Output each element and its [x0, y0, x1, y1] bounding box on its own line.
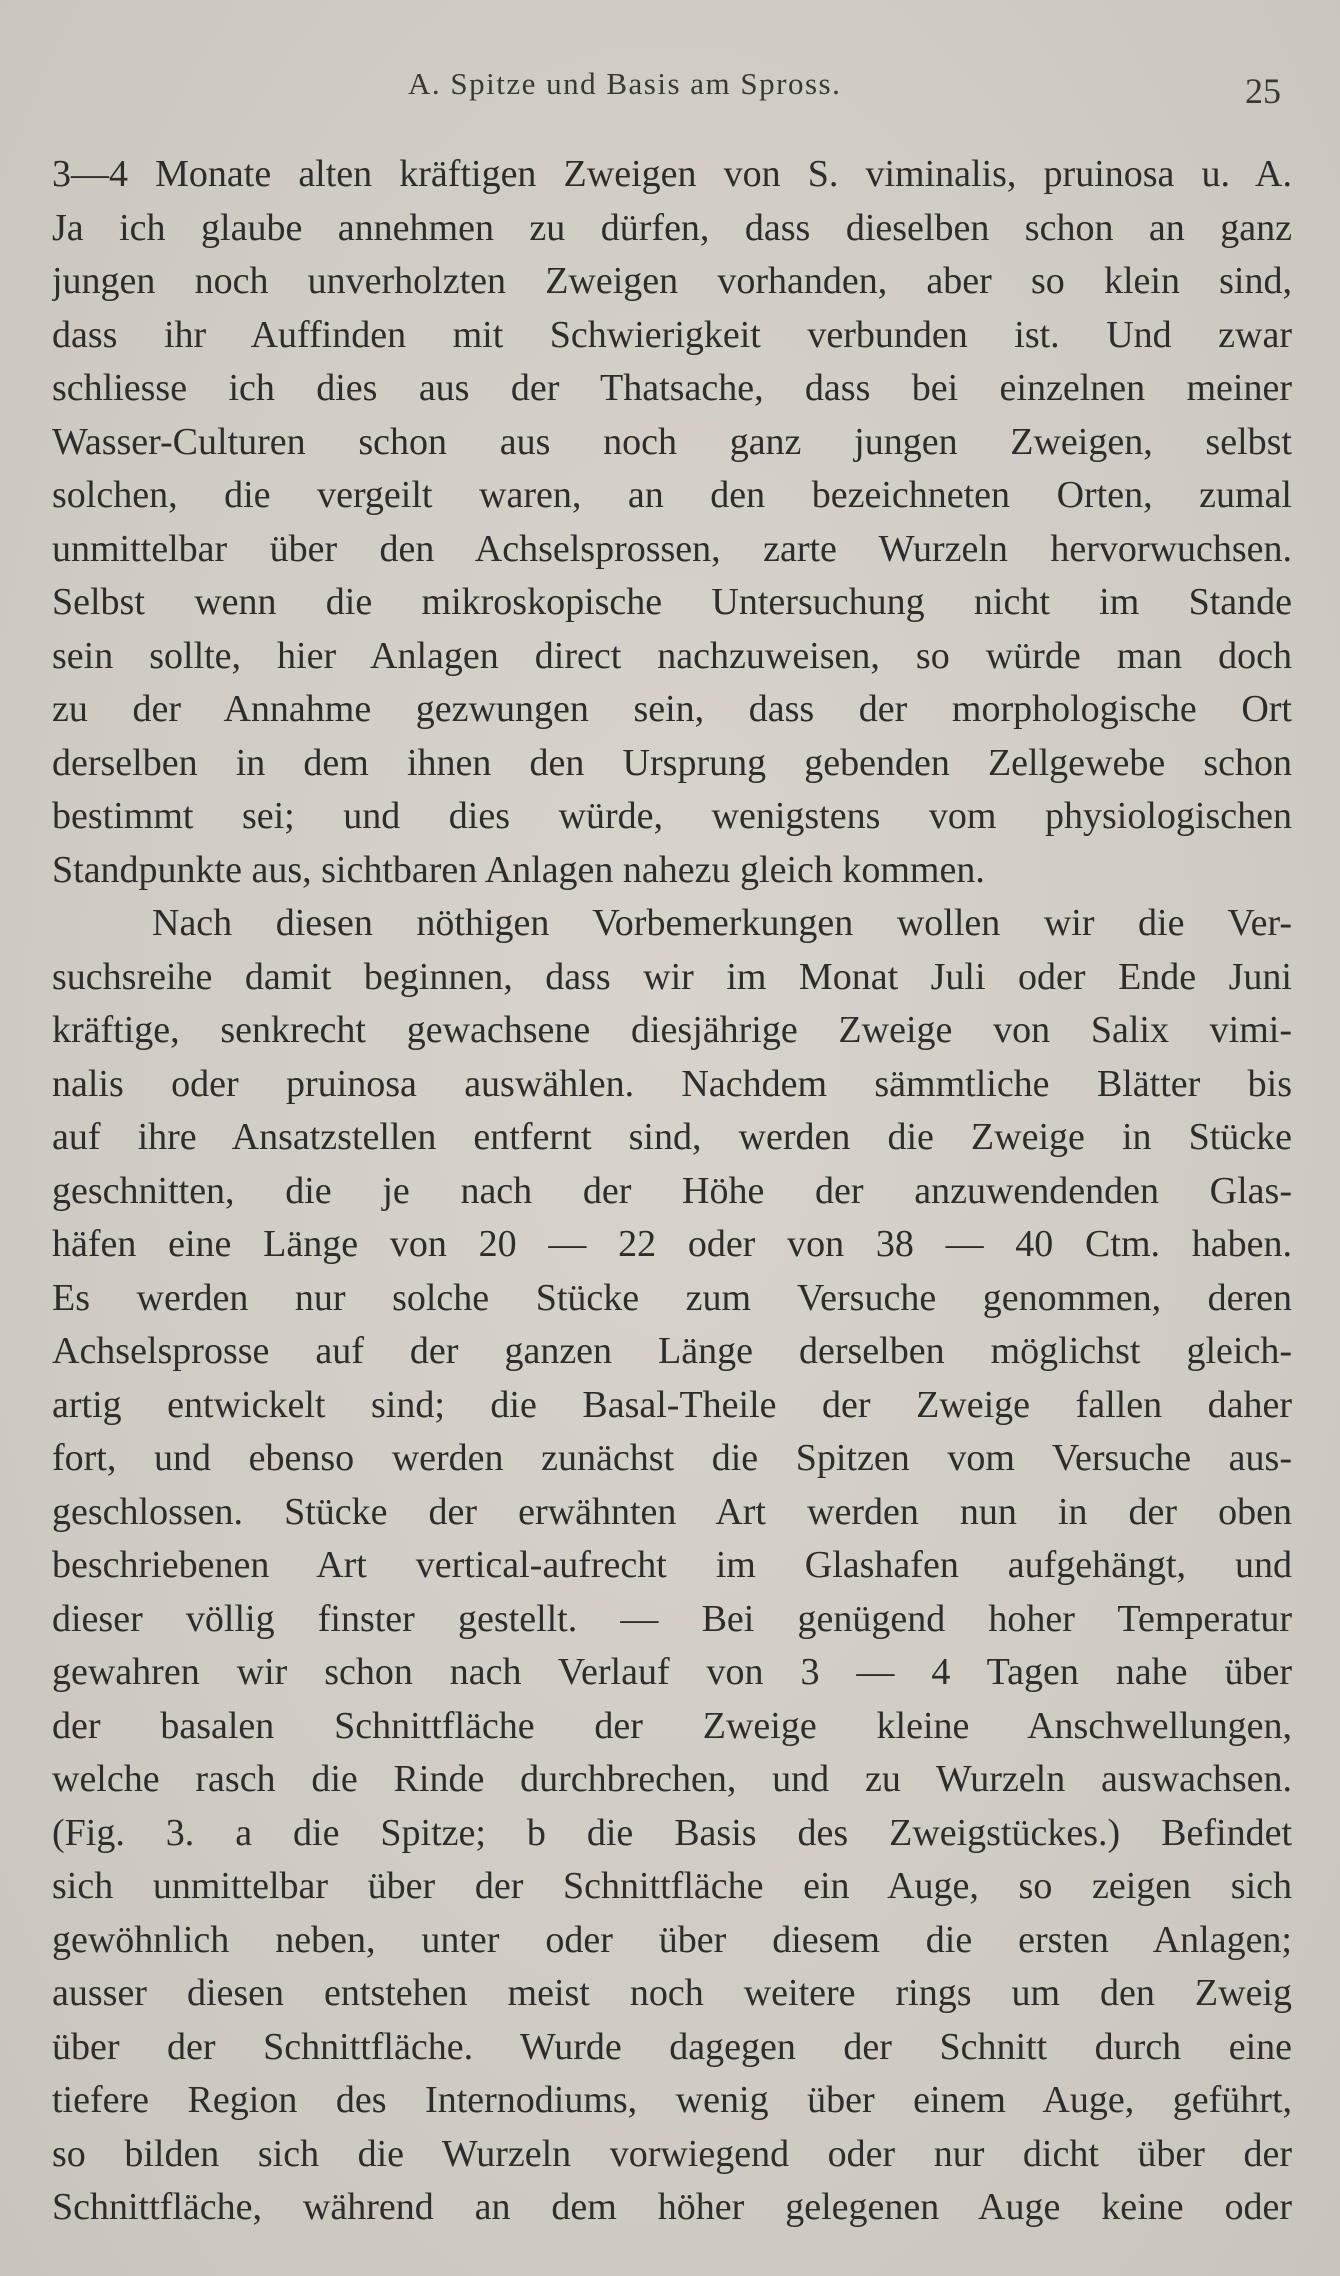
text-line: gewahren wir schon nach Verlauf von 3 — 4 Tagen nahe über — [52, 1651, 1292, 1693]
text-line: dieser völlig finster gestellt. — Bei genügend hoher Temperatur — [52, 1597, 1292, 1640]
text-line: jungen noch unverholzten Zweigen vorhanden, aber so klein sind, — [52, 260, 1292, 302]
text-line: unmittelbar über den Achselsprossen, zarte Wurzeln hervorwuchsen. — [52, 527, 1292, 570]
text-line: so bilden sich die Wurzeln vorwiegend oder nur dicht über der — [52, 2132, 1292, 2175]
text-line: (Fig. 3. a die Spitze; b die Basis des Zweigstückes.) Befindet — [52, 1811, 1292, 1854]
text-line: Achselsprosse auf der ganzen Länge derselben möglichst gleich- — [52, 1330, 1292, 1372]
text-line: Standpunkte aus, sichtbaren Anlagen nahezu gleich kommen. — [52, 848, 985, 891]
text-line: gewöhnlich neben, unter oder über diesem die ersten Anlagen; — [52, 1918, 1292, 1961]
text-line: häfen eine Länge von 20 — 22 oder von 38 — 40 Ctm. haben. — [52, 1223, 1292, 1265]
text-line: Selbst wenn die mikroskopische Untersuchung nicht im Stande — [52, 581, 1292, 623]
text-line: auf ihre Ansatzstellen entfernt sind, werden die Zweige in Stücke — [52, 1116, 1292, 1158]
text-line: sein sollte, hier Anlagen direct nachzuweisen, so würde man doch — [52, 634, 1292, 677]
page-number: 25 — [1245, 71, 1281, 111]
text-line: Wasser-Culturen schon aus noch ganz jungen Zweigen, selbst — [52, 420, 1292, 463]
text-line: 3—4 Monate alten kräftigen Zweigen von S. viminalis, pruinosa u. A. — [52, 153, 1292, 195]
text-line: Schnittfläche, während an dem höher gelegenen Auge keine oder — [52, 2186, 1292, 2228]
text-line: dass ihr Auffinden mit Schwierigkeit verbunden ist. Und zwar — [52, 313, 1292, 356]
text-line: fort, und ebenso werden zunächst die Spitzen vom Versuche aus- — [52, 1437, 1292, 1479]
text-line: ausser diesen entstehen meist noch weitere rings um den Zweig — [52, 1972, 1292, 2014]
running-header — [0, 60, 1340, 110]
text-line: der basalen Schnittfläche der Zweige kleine Anschwellungen, — [52, 1704, 1292, 1747]
running-head-title: A. Spitze und Basis am Spross. — [408, 66, 842, 101]
text-line: solchen, die vergeilt waren, an den bezeichneten Orten, zumal — [52, 474, 1292, 516]
body-text — [52, 148, 1292, 2235]
text-line: beschriebenen Art vertical-aufrecht im Glashafen aufgehängt, und — [52, 1544, 1292, 1586]
text-line: geschnitten, die je nach der Höhe der anzuwendenden Glas- — [52, 1169, 1292, 1212]
text-line: sich unmittelbar über der Schnittfläche ein Auge, so zeigen sich — [52, 1865, 1292, 1907]
text-line: welche rasch die Rinde durchbrechen, und zu Wurzeln auswachsen. — [52, 1758, 1292, 1800]
text-line: über der Schnittfläche. Wurde dagegen der Schnitt durch eine — [52, 2025, 1292, 2068]
text-line: Es werden nur solche Stücke zum Versuche genommen, deren — [52, 1276, 1292, 1319]
text-line: kräftige, senkrecht gewachsene diesjährige Zweige von Salix vimi- — [52, 1009, 1292, 1051]
paragraph-start-line: Nach diesen nöthigen Vorbemerkungen wollen wir die Ver- — [152, 902, 1292, 944]
text-line: nalis oder pruinosa auswählen. Nachdem sämmtliche Blätter bis — [52, 1062, 1292, 1105]
text-line: artig entwickelt sind; die Basal-Theile der Zweige fallen daher — [52, 1383, 1292, 1426]
text-line: Ja ich glaube annehmen zu dürfen, dass dieselben schon an ganz — [52, 206, 1292, 249]
text-line: tiefere Region des Internodiums, wenig über einem Auge, geführt, — [52, 2079, 1292, 2121]
text-line: derselben in dem ihnen den Ursprung gebenden Zellgewebe schon — [52, 741, 1292, 784]
text-line: schliesse ich dies aus der Thatsache, dass bei einzelnen meiner — [52, 367, 1292, 409]
text-line: bestimmt sei; und dies würde, wenigstens vom physiologischen — [52, 795, 1292, 837]
text-line: suchsreihe damit beginnen, dass wir im Monat Juli oder Ende Juni — [52, 955, 1292, 998]
text-line: zu der Annahme gezwungen sein, dass der morphologische Ort — [52, 688, 1292, 730]
text-line: geschlossen. Stücke der erwähnten Art werden nun in der oben — [52, 1490, 1292, 1533]
